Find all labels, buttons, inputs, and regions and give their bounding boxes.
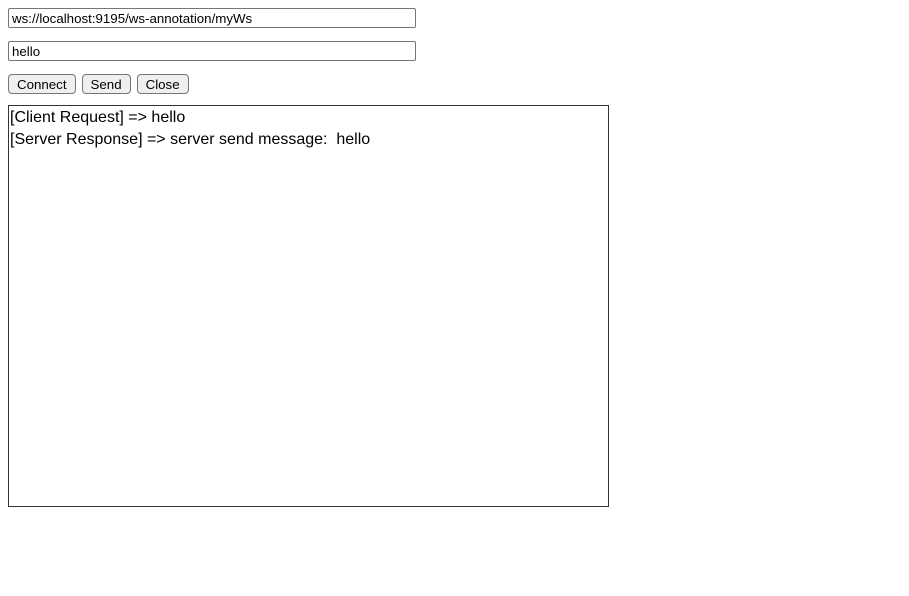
connect-button[interactable]: Connect <box>8 74 76 94</box>
ws-url-input[interactable] <box>8 8 416 28</box>
button-row <box>8 74 909 94</box>
close-button[interactable]: Close <box>137 74 189 94</box>
log-line-server-response: [Server Response] => server send message: hello <box>10 131 371 148</box>
message-log <box>8 105 609 507</box>
message-input[interactable] <box>8 41 416 61</box>
log-line-client-request: [Client Request] => hello <box>10 109 186 126</box>
send-button[interactable]: Send <box>82 74 131 94</box>
